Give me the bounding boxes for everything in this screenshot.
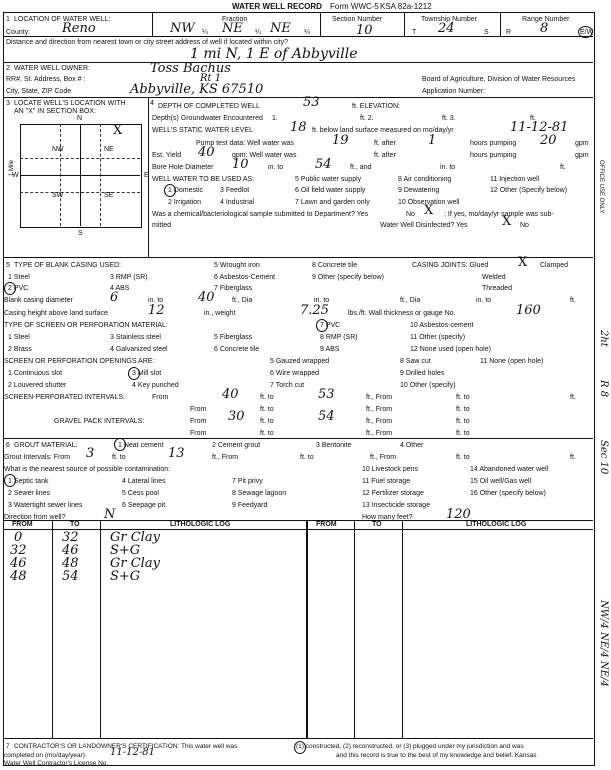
township-label: Township Number bbox=[421, 16, 478, 23]
margin-note-4: NW/4 NE/4 NE/4 bbox=[598, 600, 609, 687]
direction-value: N bbox=[104, 507, 116, 522]
bore-depth: 54 bbox=[315, 157, 332, 172]
well-depth: 53 bbox=[303, 95, 320, 110]
form-number: Form WWC-5 bbox=[330, 2, 379, 11]
distance-value: 1 mi N, 1 E of Abbyville bbox=[190, 46, 358, 62]
section-box[interactable] bbox=[20, 124, 142, 228]
gravel-from: 30 bbox=[228, 409, 245, 424]
opening-mill-slot-circle bbox=[128, 367, 140, 380]
section-label: Section Number bbox=[332, 16, 383, 23]
pump-ft: 19 bbox=[332, 133, 349, 148]
county-value: Reno bbox=[62, 21, 96, 36]
fraction-2: NE bbox=[222, 21, 243, 36]
use-domestic-circle bbox=[164, 184, 176, 197]
margin-note-3: Sec 10 bbox=[598, 440, 609, 475]
s1-title: LOCATION OF WATER WELL: bbox=[14, 16, 111, 23]
fraction-label: Fraction bbox=[222, 16, 248, 23]
gauge-no: 160 bbox=[516, 303, 541, 318]
range-label: Range Number bbox=[522, 16, 570, 23]
completed-date: 11-12-81 bbox=[110, 747, 155, 758]
perf-from: 40 bbox=[222, 387, 239, 402]
casing-weight: 7.25 bbox=[300, 303, 329, 318]
perf-to: 53 bbox=[318, 387, 335, 402]
grout-to: 13 bbox=[168, 446, 185, 461]
s1-number: 1 bbox=[6, 16, 10, 23]
fraction-1: NW bbox=[170, 21, 195, 36]
bore-diameter: 10 bbox=[232, 157, 249, 172]
owner-address: Rt 1 bbox=[200, 73, 222, 84]
range-value: 8 bbox=[540, 21, 549, 36]
est-yield: 40 bbox=[198, 145, 215, 160]
cert-constructed-circle bbox=[294, 741, 306, 754]
fraction-3: NE bbox=[270, 21, 291, 36]
distance-feet: 120 bbox=[446, 507, 471, 522]
distance-label: Distance and direction from nearest town or city street address of well if located within city? bbox=[6, 39, 289, 46]
owner-city: Abbyville, KS 67510 bbox=[130, 82, 264, 97]
grout-from: 3 bbox=[86, 446, 95, 461]
chem-no-mark: X bbox=[424, 203, 434, 218]
gravel-to: 54 bbox=[318, 409, 335, 424]
grout-neat-circle bbox=[114, 438, 126, 451]
township-value: 24 bbox=[438, 21, 455, 36]
county-label: County: bbox=[6, 29, 31, 36]
owner-name: Toss Bachus bbox=[150, 61, 231, 76]
location-x: X bbox=[113, 123, 123, 138]
screen-pvc-circle bbox=[316, 319, 328, 332]
static-level: 18 bbox=[290, 120, 307, 135]
contam-septic-circle bbox=[4, 474, 16, 487]
joint-glued-mark: X bbox=[518, 255, 528, 270]
form-title: WATER WELL RECORD bbox=[232, 2, 322, 11]
casing-diameter: 6 bbox=[110, 290, 119, 305]
margin-note-1: 2ht bbox=[598, 330, 609, 347]
margin-note-2: R 8 bbox=[598, 380, 609, 398]
disinfected-mark: X bbox=[502, 214, 512, 229]
pump-hours: 1 bbox=[428, 133, 437, 148]
office-use-label: OFFICE USE ONLY bbox=[598, 160, 604, 214]
s2-title: WATER WELL OWNER: bbox=[14, 65, 90, 72]
pump-gpm: 20 bbox=[540, 133, 557, 148]
casing-depth: 40 bbox=[198, 290, 215, 305]
static-date: 11-12-81 bbox=[510, 120, 569, 135]
casing-pvc-circle bbox=[4, 282, 16, 295]
ksa-ref: KSA 82a-1212 bbox=[380, 2, 432, 11]
section-value: 10 bbox=[356, 23, 373, 38]
casing-height: 12 bbox=[148, 303, 165, 318]
